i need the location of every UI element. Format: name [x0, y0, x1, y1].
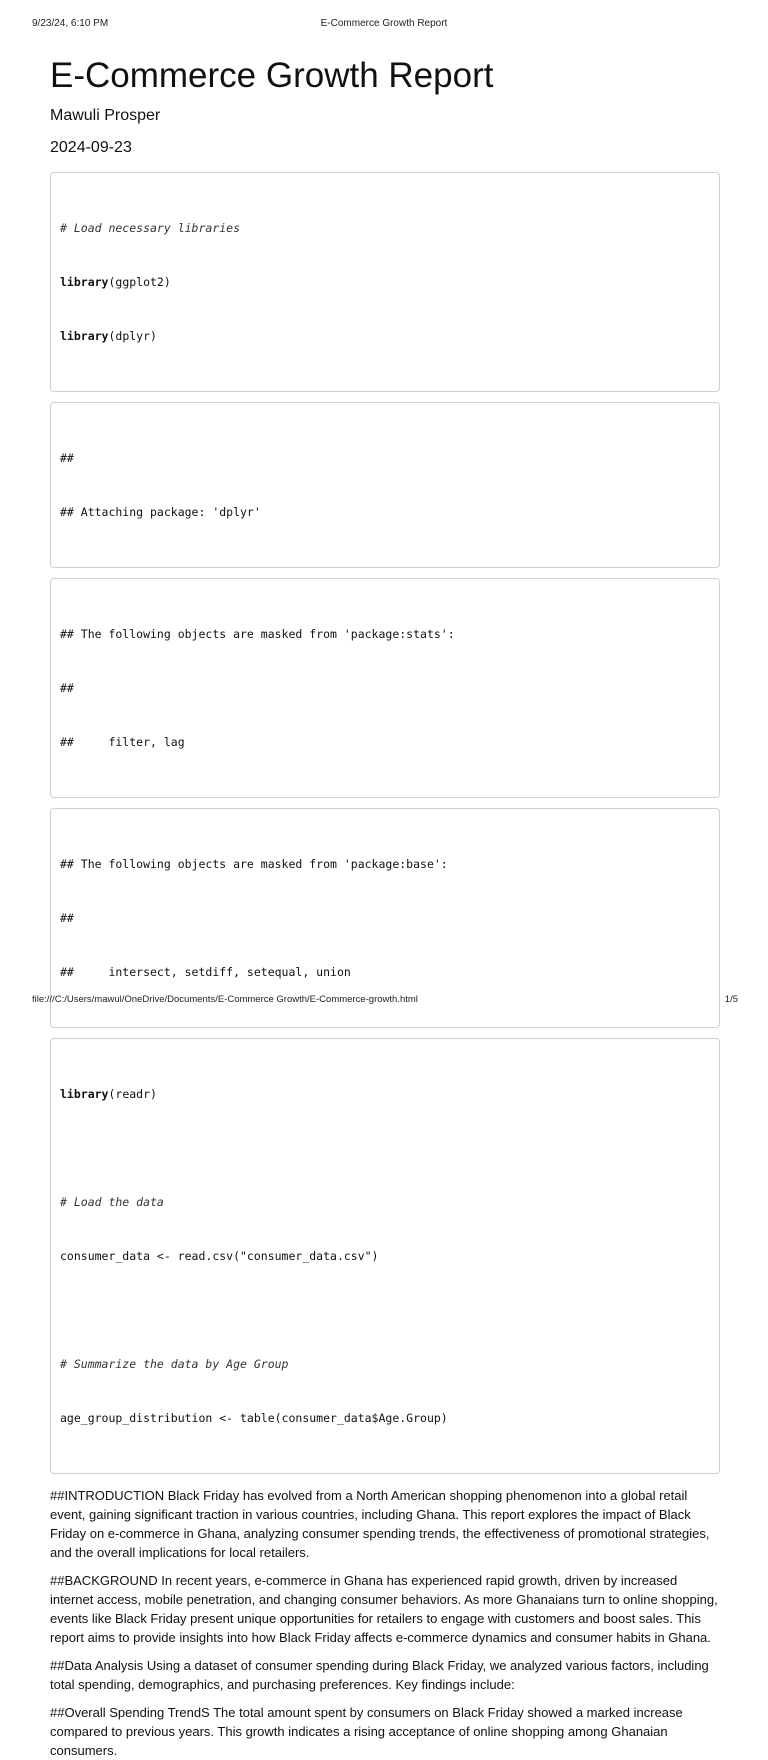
code-line — [60, 1085, 710, 1103]
print-header — [0, 18, 768, 34]
code-line: age_group_distribution <- table(consumer_data$Age.Group) — [60, 1411, 448, 1425]
code-text: (readr) — [108, 1087, 157, 1101]
document-body — [50, 54, 720, 1760]
code-line — [60, 273, 710, 291]
print-footer — [0, 994, 768, 1008]
code-block-load-libraries — [50, 172, 720, 392]
code-comment: # Load the data — [60, 1195, 164, 1209]
code-text: (ggplot2) — [108, 275, 171, 289]
paragraph-background: ##BACKGROUND In recent years, e-commerce in Ghana has experienced rapid growth, driven by increased internet access, mobile penetration, and changing consumer behaviors. As more Ghanaians turn to online shopping, events like Black Friday present unique opportunities for retailers to engage with customers and boost sales. This report aims to provide insights into how Black Friday affects e-commerce dynamics and consumer habits in Ghana. — [50, 1573, 718, 1645]
output-line: ## filter, lag — [60, 735, 185, 749]
page-number: 1/5 — [724, 994, 738, 1005]
code-line — [60, 327, 710, 345]
paragraph-introduction: ##INTRODUCTION Black Friday has evolved from a North American shopping phenomenon into a global retail event, gaining significant traction in various countries, including Ghana. This report explores the impact of Black Friday on e-commerce in Ghana, analyzing consumer spending trends, the effectiveness of promotional strategies, and the overall implications for local retailers. — [50, 1488, 710, 1560]
output-line: ## intersect, setdiff, setequal, union — [60, 965, 351, 979]
code-output-attaching — [50, 402, 720, 568]
output-line: ## — [60, 451, 74, 465]
document-date: 2024-09-23 — [50, 139, 132, 156]
code-line: consumer_data <- read.csv("consumer_data.csv") — [60, 1249, 379, 1263]
author: Mawuli Prosper — [50, 107, 161, 124]
paragraph-spending-trends: ##Overall Spending TrendS The total amount spent by consumers on Black Friday showed a marked increase compared to previous years. This growth indicates a rising acceptance of online shopping among Ghanaian consumers. — [50, 1705, 683, 1758]
output-line: ## The following objects are masked from 'package:stats': — [60, 627, 455, 641]
print-header-title: E-Commerce Growth Report — [320, 18, 448, 29]
code-comment: # Load necessary libraries — [60, 221, 241, 235]
code-keyword: library — [60, 275, 109, 289]
output-line: ## The following objects are masked from 'package:base': — [60, 857, 448, 871]
output-line: ## Attaching package: 'dplyr' — [60, 505, 261, 519]
code-output-masked-stats — [50, 578, 720, 798]
output-line: ## — [60, 681, 74, 695]
print-timestamp: 9/23/24, 6:10 PM — [32, 18, 109, 29]
output-line: ## — [60, 911, 74, 925]
paragraph-data-analysis: ##Data Analysis Using a dataset of consumer spending during Black Friday, we analyzed various factors, including total spending, demographics, and purchasing preferences. Key findings include: — [50, 1658, 709, 1692]
code-keyword: library — [60, 329, 109, 343]
file-path: file:///C:/Users/mawul/OneDrive/Documents/E-Commerce Growth/E-Commerce-growth.html — [32, 994, 418, 1005]
code-block-load-data — [50, 1038, 720, 1474]
code-keyword: library — [60, 1087, 109, 1101]
code-blank-line — [60, 1139, 710, 1157]
page-title: E-Commerce Growth Report — [50, 56, 494, 95]
code-text: (dplyr) — [108, 329, 157, 343]
code-comment: # Summarize the data by Age Group — [60, 1357, 289, 1371]
code-blank-line — [60, 1301, 710, 1319]
